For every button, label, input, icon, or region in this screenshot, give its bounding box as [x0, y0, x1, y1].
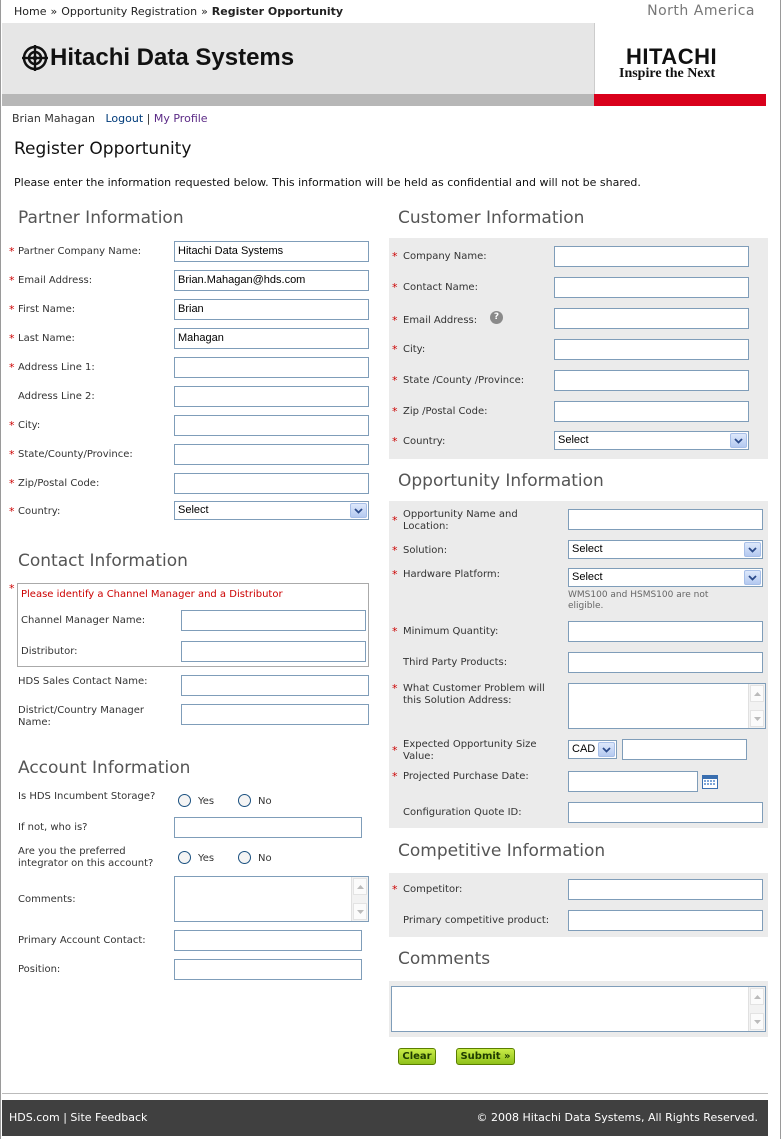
partner-zip-input[interactable] — [174, 473, 369, 494]
chevron-down-icon[interactable] — [598, 742, 615, 757]
partner-address2-label: Address Line 2: — [18, 391, 95, 402]
competitor-input[interactable] — [568, 879, 763, 900]
footer — [2, 1100, 768, 1136]
hardware-platform-select[interactable] — [568, 568, 763, 587]
customer-contact-input[interactable] — [554, 277, 749, 298]
competitor-label: Competitor: — [403, 884, 463, 895]
required-marker: * — [9, 274, 15, 287]
required-marker: * — [392, 883, 398, 896]
expected-size-input[interactable] — [622, 739, 747, 760]
customer-country-select[interactable] — [554, 431, 749, 450]
clear-button[interactable]: Clear — [398, 1048, 436, 1065]
position-label: Position: — [18, 964, 61, 975]
required-marker: * — [392, 544, 398, 557]
currency-value: CAD — [572, 743, 596, 755]
customer-zip-label: Zip /Postal Code: — [403, 406, 488, 417]
hitachi-tagline: Inspire the Next — [619, 66, 716, 81]
customer-country-label: Country: — [403, 436, 446, 447]
config-quote-input[interactable] — [568, 802, 763, 823]
required-marker: * — [9, 477, 15, 490]
chevron-down-icon[interactable] — [744, 570, 761, 585]
minimum-quantity-label: Minimum Quantity: — [403, 626, 499, 637]
required-marker: * — [392, 281, 398, 294]
expected-size-label: Expected Opportunity Size Value: — [403, 739, 537, 762]
required-marker: * — [392, 435, 398, 448]
submit-button[interactable]: Submit » — [456, 1048, 515, 1065]
required-marker: * — [392, 514, 398, 527]
contact-section-title: Contact Information — [18, 551, 188, 571]
customer-email-label: Email Address: — [403, 315, 478, 326]
scroll-down-icon[interactable] — [750, 1013, 764, 1030]
distributor-label: Distributor: — [21, 646, 78, 657]
partner-address2-input[interactable] — [174, 386, 369, 407]
comments-section-title: Comments — [398, 949, 491, 969]
breadcrumb-current: Register Opportunity — [211, 5, 344, 18]
partner-country-select[interactable] — [174, 501, 369, 520]
hds-sales-contact-input[interactable] — [181, 675, 369, 696]
partner-first-name-input[interactable]: Brian — [174, 299, 369, 320]
header-bar — [2, 94, 594, 106]
if-not-who-label: If not, who is? — [18, 822, 88, 833]
scrollbar[interactable] — [748, 684, 765, 728]
footer-divider — [2, 1093, 768, 1094]
channel-manager-input[interactable] — [181, 610, 366, 631]
partner-first-name-label: First Name: — [18, 304, 76, 315]
partner-company-input[interactable]: Hitachi Data Systems — [174, 241, 369, 262]
calendar-icon[interactable] — [702, 775, 718, 789]
distributor-input[interactable] — [181, 641, 366, 662]
required-marker: * — [392, 770, 398, 783]
incumbent-label: Is HDS Incumbent Storage? — [18, 791, 156, 802]
required-marker: * — [9, 582, 15, 595]
required-marker: * — [392, 682, 398, 695]
required-marker: * — [392, 744, 398, 757]
required-marker: * — [392, 374, 398, 387]
required-marker: * — [9, 245, 15, 258]
hitachi-logo[interactable]: HITACHI — [626, 44, 718, 69]
partner-city-label: City: — [18, 420, 41, 431]
breadcrumb-sep: » — [50, 5, 58, 18]
footer-links[interactable]: HDS.com | Site Feedback — [9, 1111, 148, 1124]
partner-section-title: Partner Information — [18, 208, 184, 228]
position-input[interactable] — [174, 959, 362, 980]
required-marker: * — [392, 625, 398, 638]
primary-account-contact-label: Primary Account Contact: — [18, 935, 146, 946]
comments-textarea[interactable] — [391, 986, 766, 1032]
preferred-yes-label: Yes — [198, 853, 215, 864]
customer-company-label: Company Name: — [403, 251, 487, 262]
purchase-date-input[interactable] — [568, 771, 698, 792]
customer-problem-textarea[interactable] — [568, 683, 766, 729]
account-comments-label: Comments: — [18, 894, 76, 905]
competitive-product-label: Primary competitive product: — [403, 915, 550, 926]
scroll-up-icon[interactable] — [750, 685, 764, 702]
competitive-section-title: Competitive Information — [398, 841, 606, 861]
scrollbar[interactable] — [351, 877, 368, 921]
partner-company-label: Partner Company Name: — [18, 246, 142, 257]
required-marker: * — [9, 419, 15, 432]
scroll-down-icon[interactable] — [353, 903, 367, 920]
customer-company-input[interactable] — [554, 246, 749, 267]
channel-manager-label: Channel Manager Name: — [21, 615, 146, 626]
required-marker: * — [392, 568, 398, 581]
solution-select[interactable] — [568, 540, 763, 559]
partner-country-label: Country: — [18, 506, 61, 517]
config-quote-label: Configuration Quote ID: — [403, 807, 522, 818]
required-marker: * — [9, 361, 15, 374]
hds-sales-contact-label: HDS Sales Contact Name: — [18, 676, 148, 687]
customer-email-input[interactable] — [554, 308, 749, 329]
partner-zip-label: Zip/Postal Code: — [18, 478, 100, 489]
hardware-platform-value: Select — [572, 571, 603, 583]
preferred-no-radio[interactable] — [238, 851, 251, 864]
required-marker: * — [9, 332, 15, 345]
scroll-up-icon[interactable] — [750, 988, 764, 1005]
partner-last-name-input[interactable]: Mahagan — [174, 328, 369, 349]
required-marker: * — [392, 405, 398, 418]
page-title: Register Opportunity — [14, 139, 192, 159]
required-marker: * — [9, 303, 15, 316]
preferred-yes-radio[interactable] — [178, 851, 191, 864]
opportunity-section-title: Opportunity Information — [398, 471, 604, 491]
partner-state-label: State/County/Province: — [18, 449, 133, 460]
chevron-down-icon[interactable] — [350, 503, 367, 518]
partner-country-value: Select — [178, 504, 209, 516]
customer-problem-label: What Customer Problem will this Solution Address: — [403, 683, 545, 706]
third-party-input[interactable] — [568, 652, 763, 673]
district-manager-input[interactable] — [181, 704, 369, 725]
minimum-quantity-input[interactable] — [568, 621, 763, 642]
customer-contact-label: Contact Name: — [403, 282, 478, 293]
scrollbar[interactable] — [748, 987, 765, 1031]
my-profile-link[interactable]: My Profile — [153, 112, 208, 125]
opportunity-name-input[interactable] — [568, 509, 763, 530]
partner-state-input[interactable] — [174, 444, 369, 465]
help-icon[interactable]: ? — [490, 311, 503, 324]
footer-copyright: © 2008 Hitachi Data Systems, All Rights Reserved. — [476, 1111, 758, 1124]
logout-link[interactable]: Logout — [105, 112, 144, 125]
breadcrumb-sep: » — [201, 5, 208, 18]
account-section-title: Account Information — [18, 758, 191, 778]
required-marker: * — [9, 505, 15, 518]
solution-value: Select — [572, 543, 603, 555]
chevron-down-icon[interactable] — [744, 542, 761, 557]
hds-emblem-icon — [22, 45, 48, 71]
customer-state-label: State /County /Province: — [403, 375, 525, 386]
currency-select[interactable] — [568, 740, 617, 759]
purchase-date-label: Projected Purchase Date: — [403, 771, 529, 782]
breadcrumb-registration[interactable]: Opportunity Registration — [61, 5, 198, 18]
required-marker: * — [392, 343, 398, 356]
partner-email-label: Email Address: — [18, 275, 93, 286]
required-marker: * — [9, 448, 15, 461]
intro-text: Please enter the information requested below. This information will be held as confidential and will not be shared. — [14, 176, 641, 189]
customer-country-value: Select — [558, 434, 589, 446]
user-name: Brian Mahagan — [12, 112, 95, 125]
hds-logo-text: Hitachi Data Systems — [50, 44, 295, 71]
scroll-up-icon[interactable] — [353, 878, 367, 895]
competitive-product-input[interactable] — [568, 910, 763, 931]
solution-label: Solution: — [403, 545, 448, 556]
incumbent-yes-label: Yes — [198, 796, 215, 807]
hardware-platform-label: Hardware Platform: — [403, 569, 501, 580]
account-comments-textarea[interactable] — [174, 876, 369, 922]
user-bar — [12, 112, 208, 125]
incumbent-no-label: No — [258, 796, 272, 807]
partner-last-name-label: Last Name: — [18, 333, 75, 344]
primary-account-contact-input[interactable] — [174, 930, 362, 951]
incumbent-yes-radio[interactable] — [178, 794, 191, 807]
incumbent-no-radio[interactable] — [238, 794, 251, 807]
preferred-no-label: No — [258, 853, 272, 864]
scroll-down-icon[interactable] — [750, 710, 764, 727]
chevron-down-icon[interactable] — [730, 433, 747, 448]
hardware-note: WMS100 and HSMS100 are not eligible. — [568, 590, 709, 611]
hitachi-red-bar — [594, 94, 766, 106]
partner-address1-label: Address Line 1: — [18, 362, 95, 373]
third-party-label: Third Party Products: — [403, 657, 508, 668]
region-label: North America — [647, 3, 755, 19]
if-not-who-input[interactable] — [174, 817, 362, 838]
hds-logo[interactable] — [22, 44, 294, 72]
user-divider: | — [146, 112, 151, 125]
breadcrumb-home[interactable]: Home — [14, 5, 47, 18]
customer-section-title: Customer Information — [398, 208, 585, 228]
customer-city-input[interactable] — [554, 339, 749, 360]
preferred-integrator-label: Are you the preferred integrator on this account? — [18, 846, 154, 869]
customer-state-input[interactable] — [554, 370, 749, 391]
partner-email-input[interactable]: Brian.Mahagan@hds.com — [174, 270, 369, 291]
customer-zip-input[interactable] — [554, 401, 749, 422]
channel-manager-note: Please identify a Channel Manager and a Distributor — [21, 589, 283, 600]
district-manager-label: District/Country Manager Name: — [18, 705, 145, 728]
required-marker: * — [392, 314, 398, 327]
opportunity-name-label: Opportunity Name and Location: — [403, 509, 518, 532]
partner-address1-input[interactable] — [174, 357, 369, 378]
breadcrumb — [14, 5, 343, 18]
partner-city-input[interactable] — [174, 415, 369, 436]
required-marker: * — [392, 250, 398, 263]
customer-city-label: City: — [403, 344, 426, 355]
